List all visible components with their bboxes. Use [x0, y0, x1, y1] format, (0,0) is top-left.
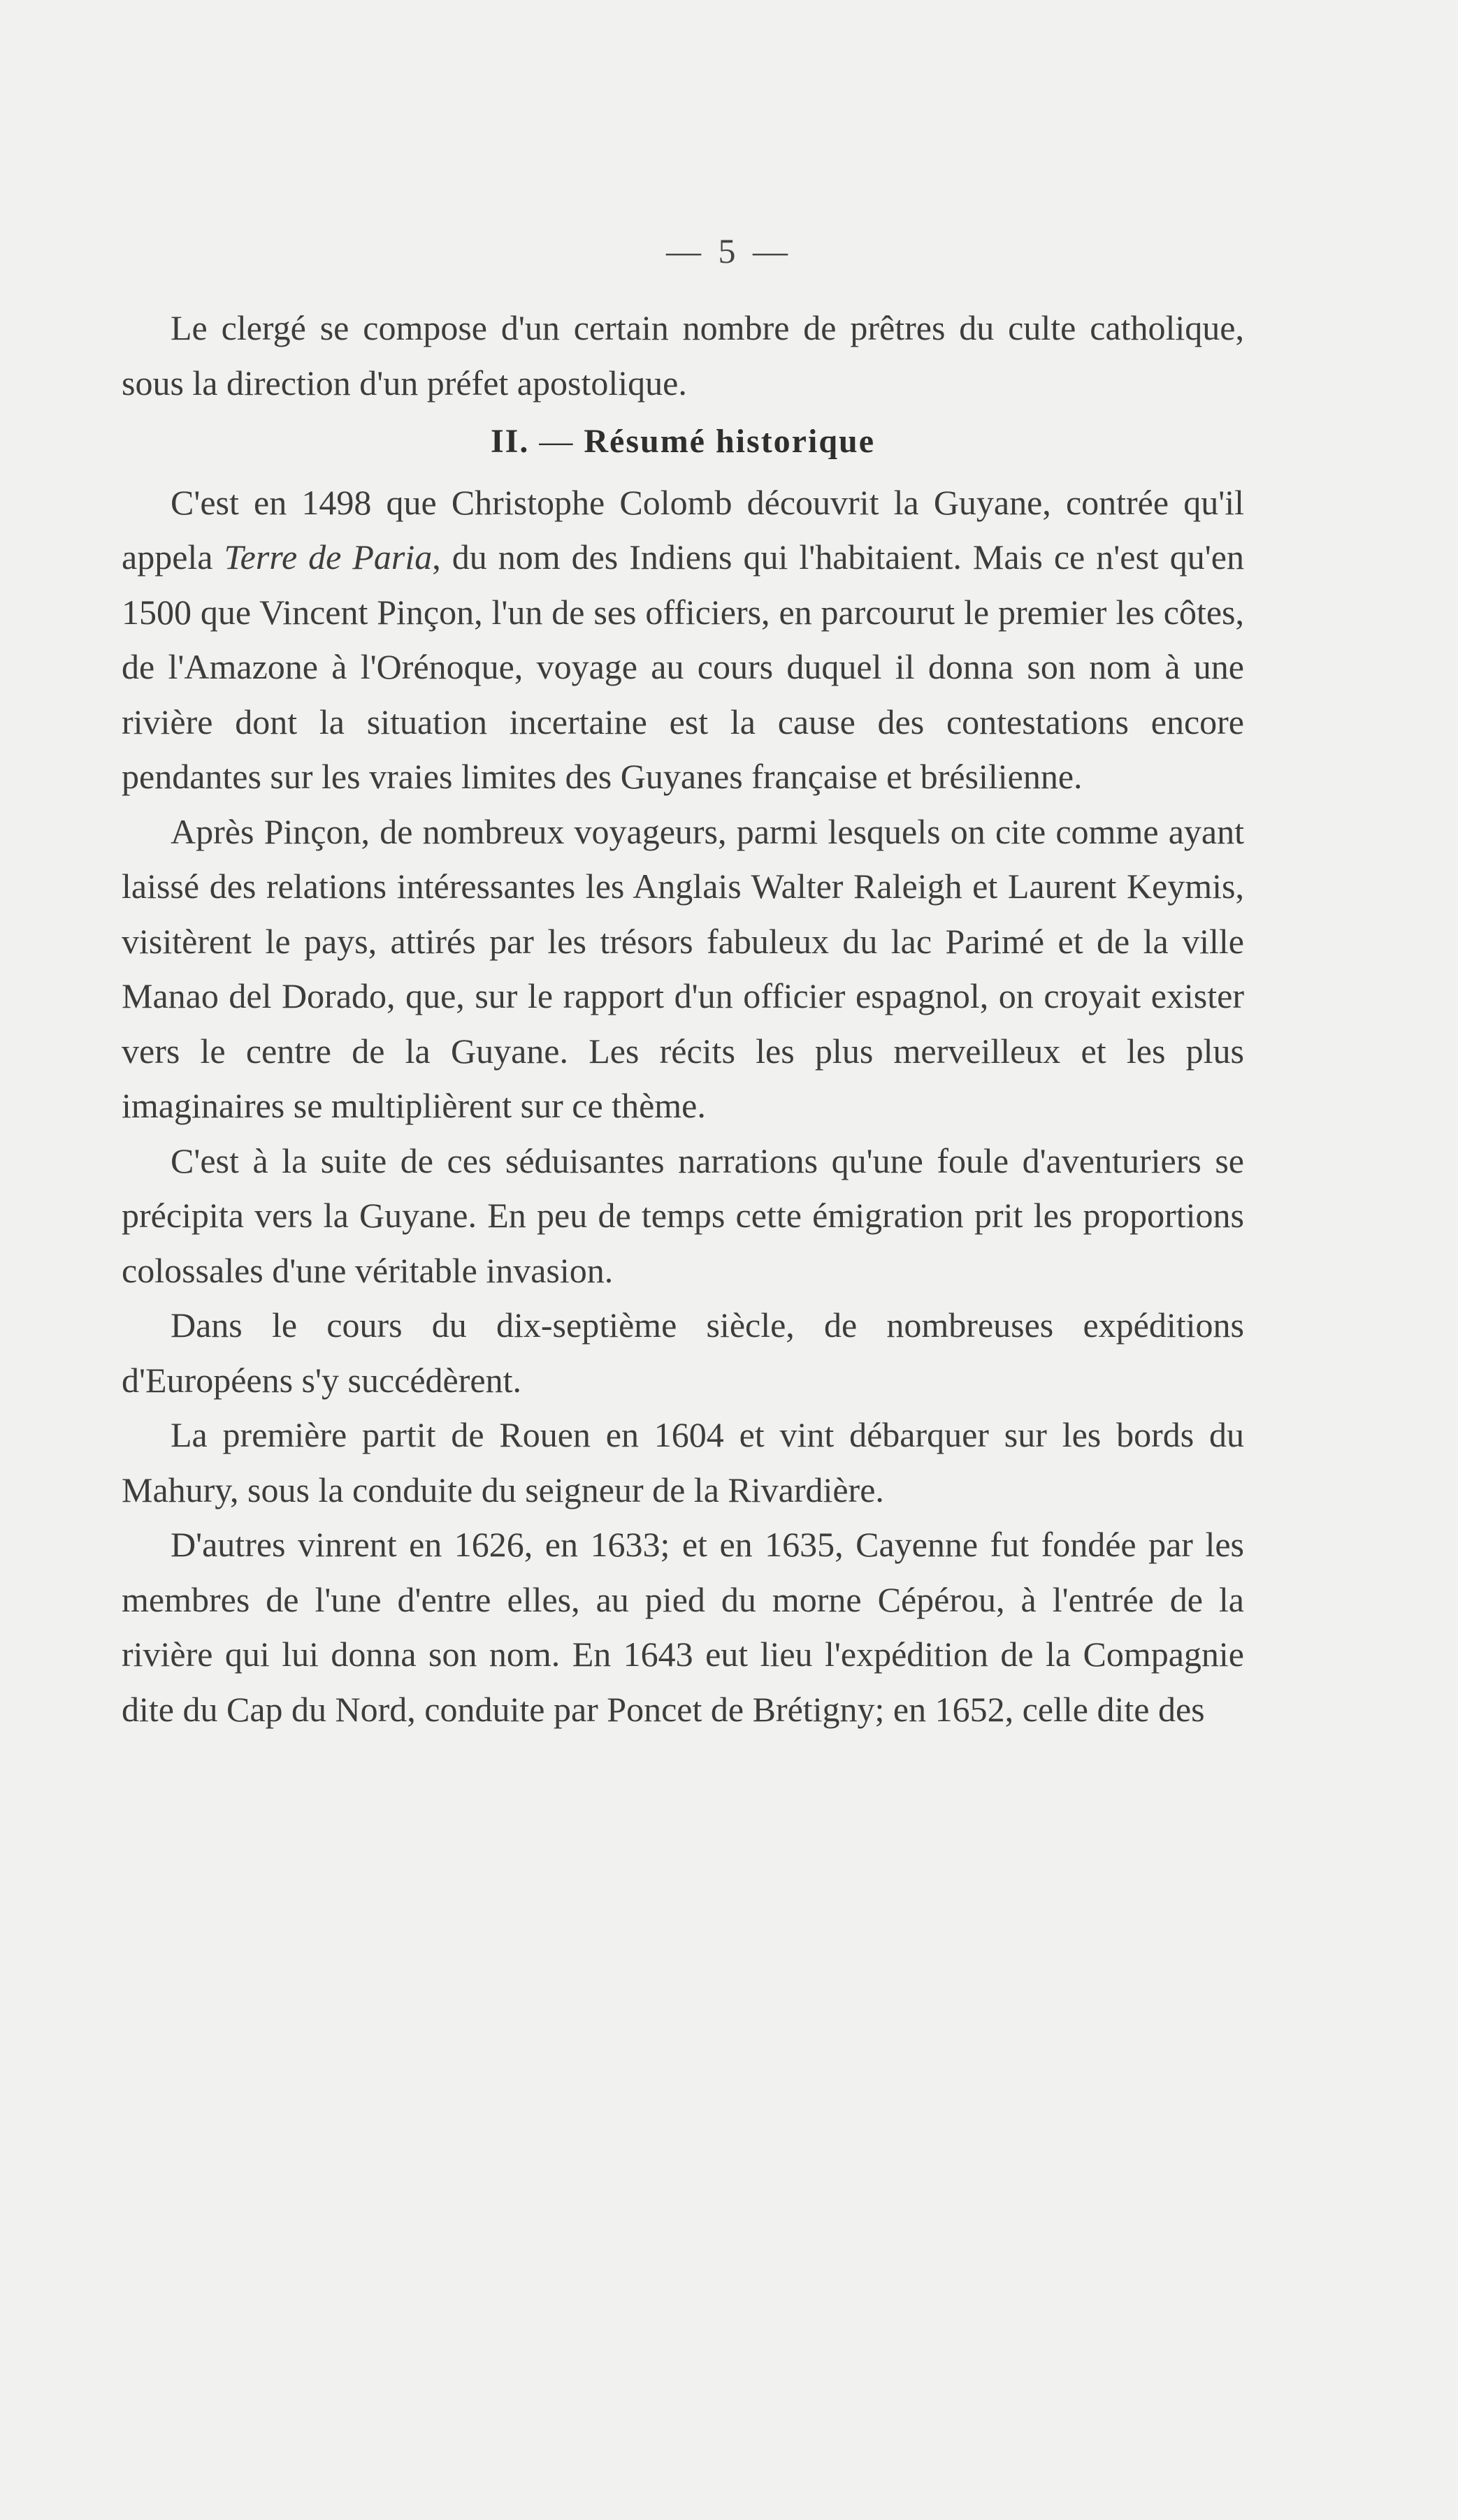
paragraph-3: C'est à la suite de ces séduisantes narrations qu'une foule d'aventuriers se précipita vers la Guyane. En peu de temps cette émigration prit les proportions colossales d'une véritable invasion.	[122, 1140, 1244, 1290]
paragraph-1-start: C'est en 1498 que Christophe Colomb découvrit la Guyane, contrée qu'il appela	[122, 482, 1244, 577]
paragraph-1-end: , du nom des Indiens qui l'habitaient. Mais ce n'est qu'en 1500 que Vincent Pinçon, l'un de ses officiers, en parcourut le premier les côtes, de l'Amazone à l'Orénoque, voyage au cours duquel il donna son nom à une rivière dont la situation incertaine est la cause des contestations encore pendantes sur les vraies limites des Guyanes française et brésilienne.	[122, 537, 1245, 796]
paragraph-intro: Le clergé se compose d'un certain nombre de prêtres du culte catholique, sous la direction d'un préfet apostolique.	[122, 308, 1244, 403]
paragraph-1	[122, 475, 1244, 804]
paragraph-6: D'autres vinrent en 1626, en 1633; et en 1635, Cayenne fut fondée par les membres de l'une d'entre elles, au pied du morne Cépérou, à l'entrée de la rivière qui lui donna son nom. En 1643 eut lieu l'expédition de la Compagnie dite du Cap du Nord, conduite par Poncet de Brétigny; en 1652, celle dite des	[122, 1525, 1244, 1729]
section-title: Résumé historique	[584, 423, 876, 460]
section-numeral: II.	[490, 423, 530, 460]
paragraph-1-italic: Terre de Paria	[224, 537, 433, 577]
section-heading	[122, 410, 1244, 475]
paragraph-2: Après Pinçon, de nombreux voyageurs, parmi lesquels on cite comme ayant laissé des relations intéressantes les Anglais Walter Raleigh et Laurent Keymis, visitèrent le pays, attirés par les trésors fabuleux du lac Parimé et de la ville Manao del Dorado, que, sur le rapport d'un officier espagnol, on croyait exister vers le centre de la Guyane. Les récits les plus merveilleux et les plus imaginaires se multiplièrent sur ce thème.	[122, 811, 1244, 1125]
page-number: — 5 —	[666, 231, 792, 270]
section-dash: —	[539, 423, 575, 460]
paragraph-4: Dans le cours du dix-septième siècle, de nombreuses expéditions d'Européens s'y succédèrent.	[122, 1305, 1244, 1400]
body-text	[122, 300, 1244, 1737]
paragraph-5: La première partit de Rouen en 1604 et vint débarquer sur les bords du Mahury, sous la conduite du seigneur de la Rivardière.	[122, 1415, 1244, 1509]
